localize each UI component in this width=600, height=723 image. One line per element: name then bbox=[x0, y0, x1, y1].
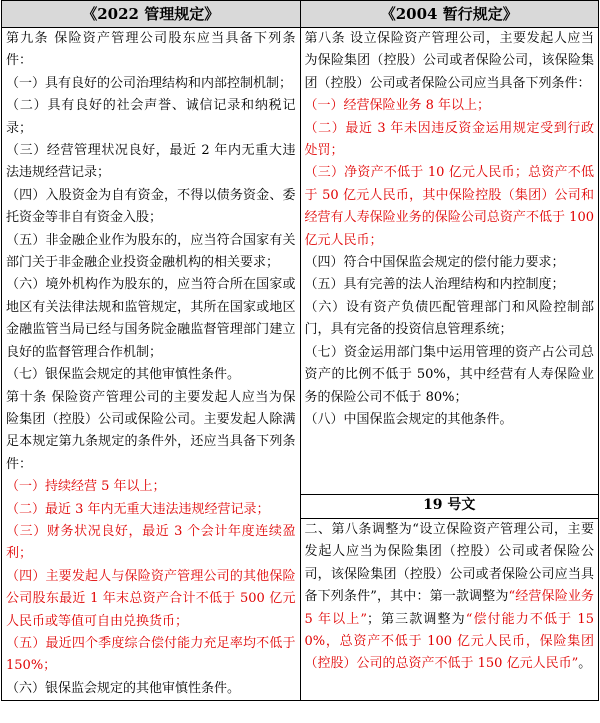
left-column-header: 《2022 管理规定》 bbox=[2, 1, 301, 28]
left-clause-paragraph: 第九条 保险资产管理公司股东应当具备下列条件： bbox=[6, 31, 296, 69]
left-clause-paragraph: （四）入股资金为自有资金，不得以债务资金、委托资金等非自有资金入股； bbox=[6, 187, 296, 226]
notice-19-body bbox=[300, 518, 599, 700]
right-clause-paragraph: 第八条 设立保险资产管理公司，主要发起人应当为保险集团（控股）公司或者保险公司，该保险集团（控股）公司或者保险公司应当具备下列条件： bbox=[304, 31, 594, 91]
right-clause-paragraph: （六）设有资产负债匹配管理部门和风险控制部门，具有完备的投资信息管理系统； bbox=[304, 299, 594, 338]
left-clause-paragraph: （三）经营管理状况良好，最近 2 年内无重大违法违规经营记录； bbox=[6, 143, 296, 181]
left-column-body bbox=[2, 28, 301, 701]
left-clause-paragraph: （六）境外机构作为股东的，应当符合所在国家或地区有关法律法规和监管规定，其所在国家或地区金融监管当局已经与国务院金融监督管理部门建立良好的监督管理合作机制； bbox=[6, 277, 296, 360]
notice-19-paragraph bbox=[305, 519, 595, 676]
right-clause-paragraph: （一）经营保险业务 8 年以上； bbox=[304, 98, 491, 114]
left-clause-paragraph: （一）具有良好的公司治理结构和内部控制机制； bbox=[6, 75, 293, 91]
text-segment: 二、第八条调整为“设立保险资产管理公司，主要发起人应当为保险集团（控股）公司或者保险公司，该保险集团（控股）公司或者保险公司应当具备下列条件”，其中：第一款调整为 bbox=[304, 521, 594, 605]
text-segment: ；第三款调整为 bbox=[366, 611, 466, 627]
left-clause-paragraph: （七）银保监会规定的其他审慎性条件。 bbox=[6, 367, 241, 383]
right-column-header: 《2004 暂行规定》 bbox=[300, 1, 599, 28]
text-segment: 。 bbox=[578, 656, 592, 672]
right-clause-paragraph: （三）净资产不低于 10 亿元人民币；总资产不低于 50 亿元人民币，其中保险控股（集团）公司和经营有人寿保险业务的保险公司总资产不低于 100 亿元人民币； bbox=[304, 165, 594, 248]
left-paragraph-list bbox=[6, 28, 296, 700]
left-clause-paragraph: （三）财务状况良好，最近 3 个会计年度连续盈利； bbox=[6, 523, 296, 562]
right-column-body bbox=[300, 28, 599, 495]
left-clause-paragraph: （五）最近四个季度综合偿付能力充足率均不低于 150%； bbox=[6, 635, 296, 674]
right-clause-paragraph: （二）最近 3 年未因违反资金运用规定受到行政处罚； bbox=[304, 120, 594, 159]
right-clause-paragraph: （五）具有完善的法人治理结构和内控制度； bbox=[304, 277, 565, 293]
left-clause-paragraph: （六）银保监会规定的其他审慎性条件。 bbox=[6, 680, 241, 696]
left-clause-paragraph: 第十条 保险资产管理公司的主要发起人应当为保险集团（控股）公司或保险公司。主要发起人除满足本规定第九条规定的条件外，还应当具备下列条件： bbox=[6, 389, 296, 472]
sub-header-19: 19 号文 bbox=[300, 494, 599, 518]
right-clause-paragraph: （四）符合中国保监会规定的偿付能力要求； bbox=[304, 255, 565, 271]
highlighted-segment: “偿付能力不低于 150%，总资产不低于 100 亿元人民币，保险集团（控股）公司的总资产不低于 150 亿元人民币” bbox=[304, 611, 594, 672]
left-clause-paragraph: （四）主要发起人与保险资产管理公司的其他保险公司股东最近 1 年末总资产合计不低于 500 亿元人民币或等值可自由兑换货币； bbox=[6, 568, 296, 629]
left-clause-paragraph: （二）具有良好的社会声誉、诚信记录和纳税记录； bbox=[6, 98, 296, 136]
left-clause-paragraph: （五）非金融企业作为股东的，应当符合国家有关部门关于非金融企业投资金融机构的相关要求； bbox=[6, 232, 296, 271]
right-paragraph-list bbox=[305, 28, 595, 431]
highlighted-segment: “经营保险业务 5 年以上” bbox=[304, 589, 594, 627]
left-clause-paragraph: （一）持续经营 5 年以上； bbox=[6, 479, 166, 495]
right-clause-paragraph: （八）中国保监会规定的其他条件。 bbox=[304, 411, 513, 427]
comparison-table bbox=[1, 0, 599, 701]
left-clause-paragraph: （二）最近 3 年内无重大违法违规经营记录； bbox=[6, 501, 270, 517]
right-clause-paragraph: （七）资金运用部门集中运用管理的资产占公司总资产的比例不低于 50%，其中经营有人寿保险业务的保险公司不低于 80%； bbox=[304, 344, 594, 405]
